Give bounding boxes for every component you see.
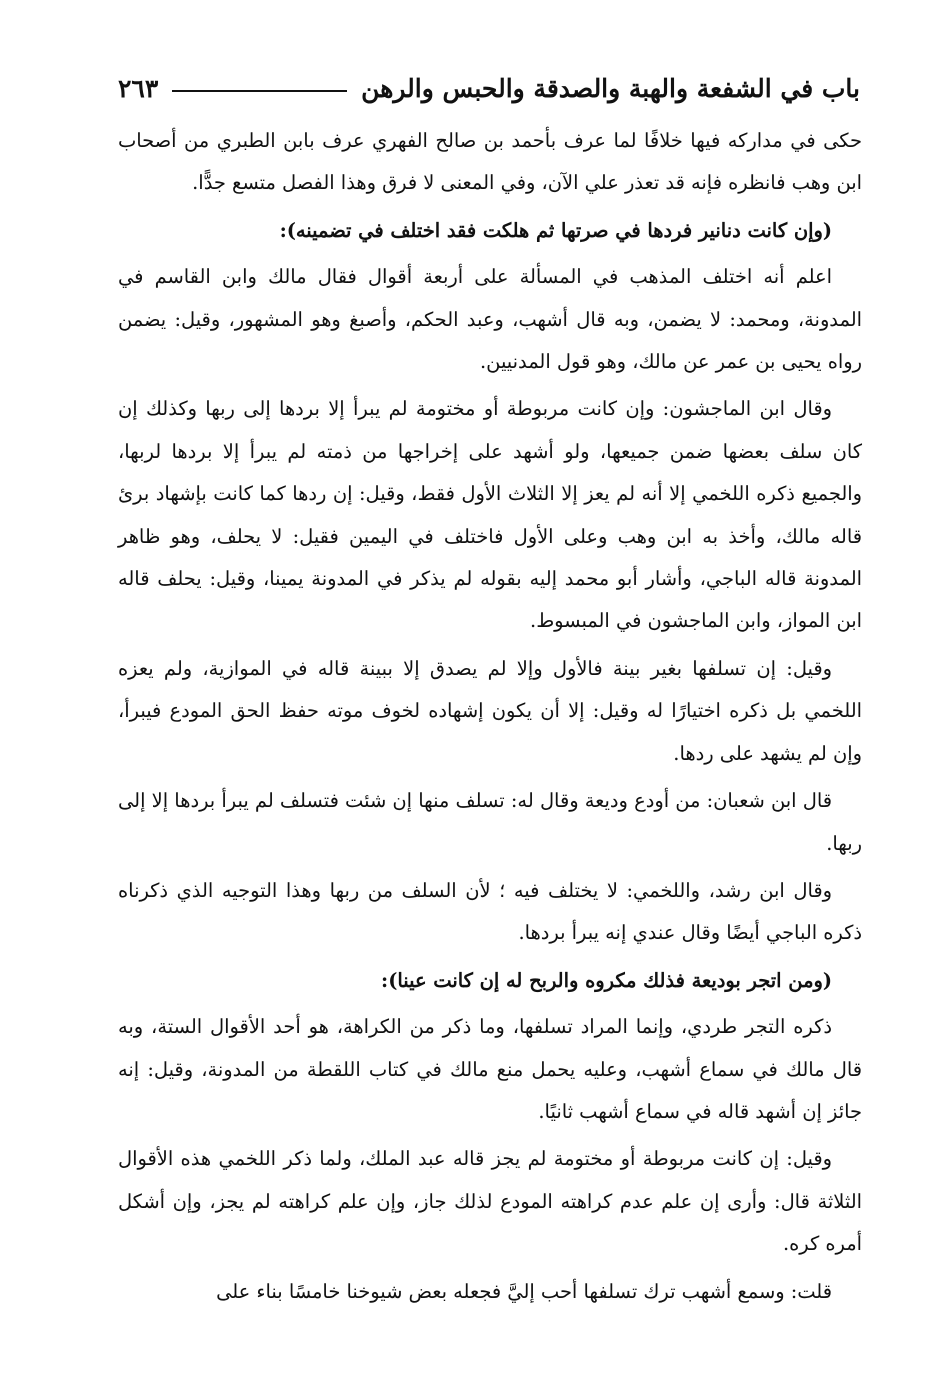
matn-heading: (ومن اتجر بوديعة فذلك مكروه والربح له إن كانت عينا): <box>381 968 832 992</box>
running-title: باب في الشفعة والهبة والصدقة والحبس والرهن <box>361 73 860 103</box>
paragraph: وقال ابن رشد، واللخمي: لا يختلف فيه ؛ لأن السلف من ربها وهذا التوجيه الذي ذكرناه ذكره الباجي أيضًا وقال عندي إنه يبرأ بردها. <box>118 878 862 945</box>
header-rule <box>172 90 347 92</box>
paragraph: قلت: وسمع أشهب ترك تسلفها أحب إليَّ فجعله بعض شيوخنا خامسًا بناء على <box>216 1279 832 1303</box>
paragraph: ذكره التجر طردي، وإنما المراد تسلفها، وما ذكر من الكراهة، هو أحد الأقوال الستة، وبه قال مالك في سماع أشهب، وعليه يحمل منع مالك في كتاب اللقطة من المدونة، وقيل: إنه جائز إن أشهد قاله في سماع أشهب ثانيًا. <box>118 1015 862 1123</box>
paragraph: وقيل: إن تسلفها بغير بينة فالأول وإلا لم يصدق إلا ببينة قاله في الموازية، ولم يعزه اللخمي بل ذكره اختيارًا له وقيل: إلا أن يكون إشهاده لخوف موته حفظ الحق المودع فيبرأ، وإن لم يشهد على ردها. <box>118 656 862 765</box>
paragraph: حكى في مداركه فيها خلافًا لما عرف بأحمد بن صالح الفهري عرف بابن الطبري من أصحاب ابن وهب فانظره فإنه قد تعذر علي الآن، وفي المعنى لا فرق وهذا الفصل متسع جدًّا. <box>118 129 862 195</box>
page-header <box>118 66 860 110</box>
paragraph: وقال ابن الماجشون: وإن كانت مربوطة أو مختومة لم يبرأ إلا بردها إلى ربها وكذلك إن كان سلف بعضها ضمن جميعها، ولو أشهد على إخراجها من ذمته لم يبرأ إلا بردها لربها، والجميع ذكره اللخمي إلا أنه لم يعز إلا الثلاث الأول فقط، وقيل: إن ردها كما كانت بإشهاد برئ قاله مالك، وأخذ به ابن وهب وعلى الأول فاختلف في اليمين فقيل: لا يحلف، وهو ظاهر المدونة قاله الباجي، وأشار أبو محمد إليه بقوله لم يذكر في المدونة يمينا، وقيل: يحلف قاله ابن المواز، وابن الماجشون في المبسوط. <box>118 397 862 633</box>
matn-heading: (وإن كانت دنانير فردها في صرتها ثم هلكت فقد اختلف في تضمينه): <box>279 218 832 242</box>
body-text <box>118 120 862 1318</box>
paragraph: قال ابن شعبان: من أودع وديعة وقال له: تسلف منها إن شئت فتسلف لم يبرأ بردها إلا إلى ربها. <box>118 789 862 855</box>
paragraph: اعلم أنه اختلف المذهب في المسألة على أربعة أقوال فقال مالك وابن القاسم في المدونة، ومحمد: لا يضمن، وبه قال أشهب، وعبد الحكم، وأصبغ وهو المشهور، وقيل: يضمن رواه يحيى بن عمر عن مالك، وهو قول المدنيين. <box>118 265 862 374</box>
page-number: ٢٦٣ <box>118 73 159 103</box>
paragraph: وقيل: إن كانت مربوطة أو مختومة لم يجز قاله عبد الملك، ولما ذكر اللخمي هذه الأقوال الثلاثة قال: وأرى إن علم عدم كراهته المودع لذلك جاز، وإن علم كراهته لم يجز، وإن أشكل أمره كره. <box>118 1147 862 1256</box>
